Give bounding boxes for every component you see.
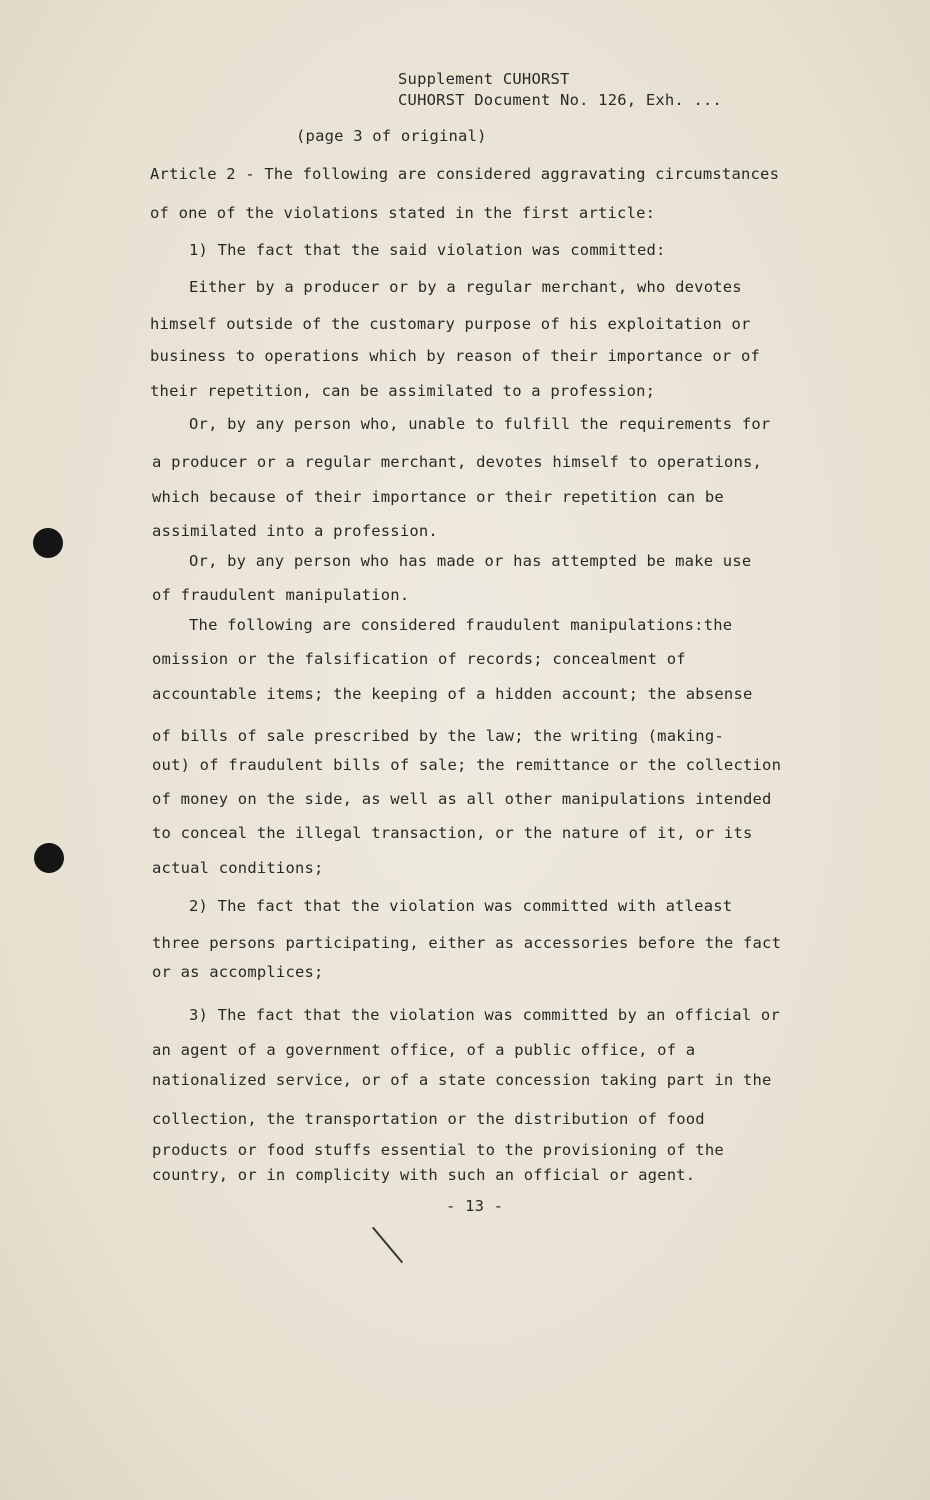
- body-line: of one of the violations stated in the first article:: [150, 204, 656, 222]
- body-line: accountable items; the keeping of a hidden account; the absense: [152, 685, 753, 703]
- body-line: business to operations which by reason of their importance or of: [150, 347, 761, 365]
- body-line: assimilated into a profession.: [152, 522, 438, 540]
- page-reference: (page 3 of original): [296, 127, 487, 145]
- punch-hole-top: [33, 528, 63, 558]
- body-line: their repetition, can be assimilated to a profession;: [150, 382, 656, 400]
- body-line: an agent of a government office, of a public office, of a: [152, 1041, 696, 1059]
- body-line: or as accomplices;: [152, 963, 324, 981]
- body-line: collection, the transportation or the distribution of food: [152, 1110, 705, 1128]
- body-line: Either by a producer or by a regular merchant, who devotes: [189, 278, 742, 296]
- punch-hole-bottom: [34, 843, 64, 873]
- body-line: of fraudulent manipulation.: [152, 586, 410, 604]
- body-line: 1) The fact that the said violation was committed:: [189, 241, 666, 259]
- body-line: country, or in complicity with such an official or agent.: [152, 1166, 696, 1184]
- header-document-number: CUHORST Document No. 126, Exh. ...: [398, 91, 723, 109]
- body-line: himself outside of the customary purpose of his exploitation or: [150, 315, 751, 333]
- body-line: Article 2 - The following are considered aggravating circumstances: [150, 165, 780, 183]
- body-line: actual conditions;: [152, 859, 324, 877]
- page-number: - 13 -: [446, 1197, 504, 1215]
- body-line: The following are considered fraudulent manipulations:the: [189, 616, 733, 634]
- body-line: Or, by any person who, unable to fulfill the requirements for: [189, 415, 771, 433]
- body-line: a producer or a regular merchant, devotes himself to operations,: [152, 453, 763, 471]
- body-line: omission or the falsification of records; concealment of: [152, 650, 686, 668]
- body-line: to conceal the illegal transaction, or the nature of it, or its: [152, 824, 753, 842]
- body-line: of bills of sale prescribed by the law; the writing (making-: [152, 727, 724, 745]
- body-line: products or food stuffs essential to the provisioning of the: [152, 1141, 724, 1159]
- body-line: 3) The fact that the violation was committed by an official or: [189, 1006, 780, 1024]
- body-line: out) of fraudulent bills of sale; the remittance or the collection: [152, 756, 782, 774]
- body-line: three persons participating, either as accessories before the fact: [152, 934, 782, 952]
- body-line: Or, by any person who has made or has attempted be make use: [189, 552, 752, 570]
- header-supplement: Supplement CUHORST: [398, 70, 570, 88]
- body-line: 2) The fact that the violation was committed with atleast: [189, 897, 733, 915]
- body-line: of money on the side, as well as all other manipulations intended: [152, 790, 772, 808]
- body-line: nationalized service, or of a state concession taking part in the: [152, 1071, 772, 1089]
- body-line: which because of their importance or their repetition can be: [152, 488, 724, 506]
- pen-mark: [372, 1227, 403, 1264]
